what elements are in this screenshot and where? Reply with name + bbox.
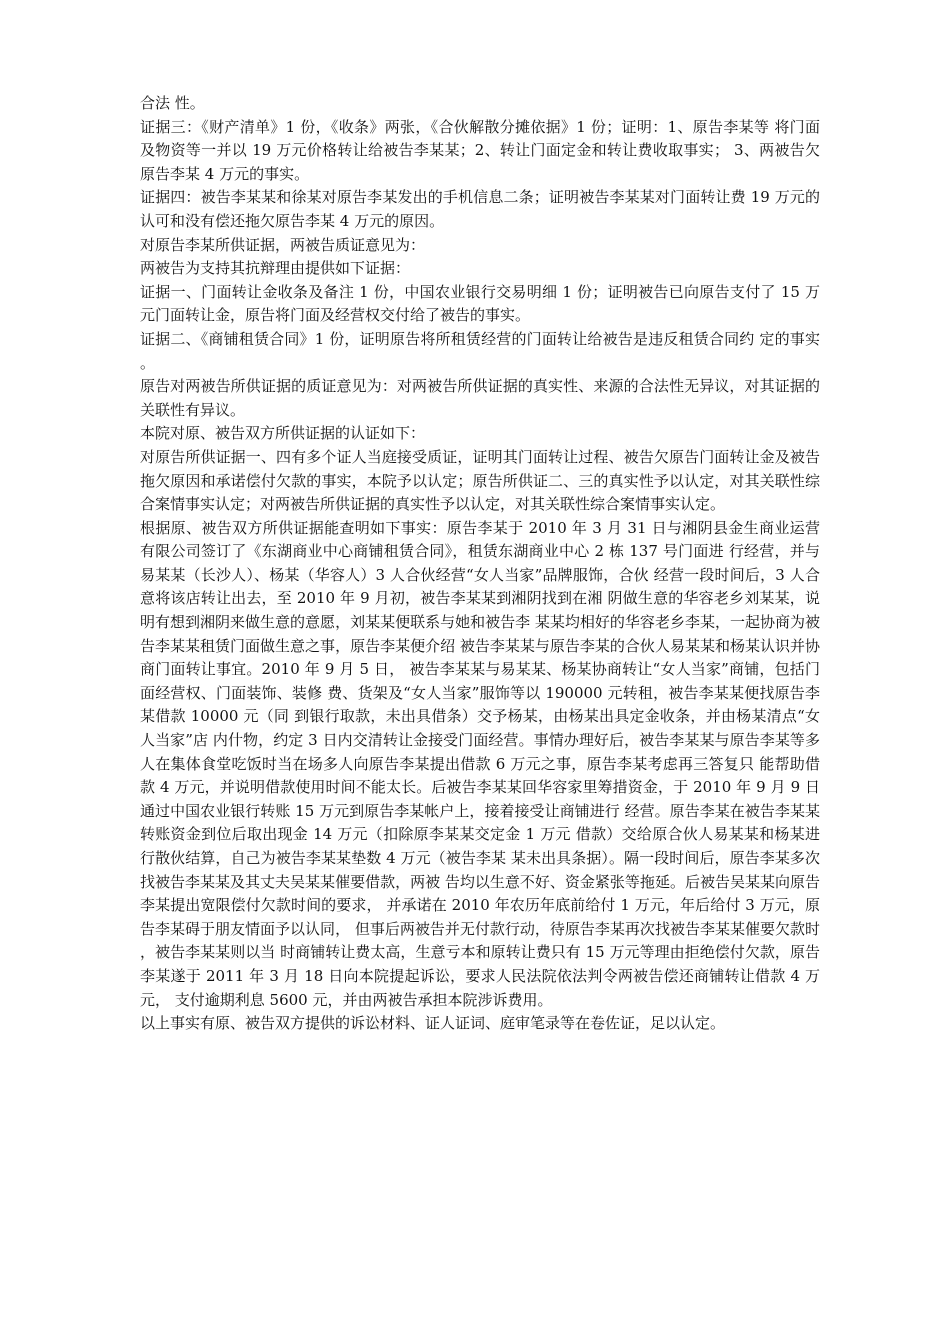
paragraph-court-recognition-intro: 本院对原、被告双方所供证据的认证如下：	[140, 424, 426, 443]
paragraph-defendant-cross-exam: 对原告李某所供证据，两被告质证意见为：	[140, 235, 426, 254]
paragraph-evidence-three: 证据三：《财产清单》1 份，《收条》两张，《合伙解散分摊依据》1 份；证明：1、原告李某等 将门面及物资等一并以 19 万元价格转让给被告李某某；2、转让门面定金和转让费收取事实； 3、两被告欠原告李某 4 万元的事实。	[140, 117, 820, 183]
paragraph-plaintiff-cross-exam: 原告对两被告所供证据的质证意见为：对两被告所供证据的真实性、来源的合法性无异议，对其证据的关联性有异议。	[140, 377, 820, 419]
document-body	[140, 92, 820, 1036]
paragraph-defendant-evidence-intro: 两被告为支持其抗辩理由提供如下证据：	[140, 259, 411, 278]
paragraph-conclusion: 以上事实有原、被告双方提供的诉讼材料、证人证词、庭审笔录等在卷佐证，足以认定。	[140, 1014, 726, 1033]
paragraph-evidence-four: 证据四：被告李某某和徐某对原告李某发出的手机信息二条；证明被告李某某对门面转让费 19 万元的认可和没有偿还拖欠原告李某 4 万元的原因。	[140, 188, 820, 230]
paragraph-legality-fragment: 合法 性。	[140, 94, 205, 112]
paragraph-facts-found: 根据原、被告双方所供证据能查明如下事实：原告李某于 2010 年 3 月 31 日与湘阴县金生商业运营有限公司签订了《东湖商业中心商铺租赁合同》，租赁东湖商业中心 2 栋 137 号门面进 行经营，并与易某某（长沙人）、杨某（华容人）3 人合伙经营“女人当家”品牌服饰，合伙 经营一段时间后，3 人合意将该店转让出去，至 2010 年 9 月初，被告李某某到湘阴找到在湘 阴做生意的华容老乡刘某某，说明有想到湘阴来做生意的意愿，刘某某便联系与她和被告李 某某均相好的华容老乡李某，一起协商为被告李某某租赁门面做生意之事，原告李某便介绍 被告李某某与原告李某的合伙人易某某和杨某认识并协商门面转让事宜。2010 年 9 月 5 日， 被告李某某与易某某、杨某协商转让“女人当家”商铺，包括门面经营权、门面装饰、装修 费、货架及“女人当家”服饰等以 190000 元转租，被告李某某便找原告李某借款 10000 元（同 到银行取款，未出具借条）交予杨某，由杨某出具定金收条，并由杨某清点“女人当家”店 内什物，约定 3 日内交清转让金接受门面经营。事情办理好后，被告李某某与原告李某等多 人在集体食堂吃饭时当在场多人向原告李某提出借款 6 万元之事，原告李某考虑再三答复只 能帮助借款 4 万元，并说明借款使用时间不能太长。后被告李某某回华容家里筹措资金，于 2010 年 9 月 9 日通过中国农业银行转账 15 万元到原告李某帐户上，接着接受让商铺进行 经营。原告李某在被告李某某转账资金到位后取出现金 14 万元（扣除原李某某交定金 1 万元 借款）交给原合伙人易某某和杨某进行散伙结算，自己为被告李某某垫数 4 万元（被告李某 某未出具条据）。隔一段时间后，原告李某多次找被告李某某及其丈夫吴某某催要借款，两被 告均以生意不好、资金紧张等拖延。后被告吴某某向原告李某提出宽限偿付欠款时间的要求， 并承诺在 2010 年农历年底前给付 1 万元，年后给付 3 万元，原告李某碍于朋友情面予以认同， 但事后两被告并无付款行动，待原告李某再次找被告李某某催要欠款时，被告李某某则以当 时商铺转让费太高，生意亏本和原转让费只有 15 万元等理由拒绝偿付欠款，原告李某遂于 2011 年 3 月 18 日向本院提起诉讼，要求人民法院依法判令两被告偿还商铺转让借款 4 万元， 支付逾期利息 5600 元，并由两被告承担本院涉诉费用。	[140, 518, 820, 1009]
paragraph-defendant-evidence-one: 证据一、门面转让金收条及备注 1 份，中国农业银行交易明细 1 份；证明被告已向原告支付了 15 万元门面转让金，原告将门面及经营权交付给了被告的事实。	[140, 282, 820, 325]
paragraph-defendant-evidence-two: 证据二、《商铺租赁合同》1 份，证明原告将所租赁经营的门面转让给被告是违反租赁合同约 定的事实。	[140, 329, 820, 372]
paragraph-court-recognition: 对原告所供证据一、四有多个证人当庭接受质证，证明其门面转让过程、被告欠原告门面转让金及被告拖欠原因和承诺偿付欠款的事实，本院予以认定；原告所供证二、三的真实性予以认定，对其关联性综合案情事实认定；对两被告所供证据的真实性予以认定，对其关联性综合案情事实认定。	[140, 447, 820, 514]
